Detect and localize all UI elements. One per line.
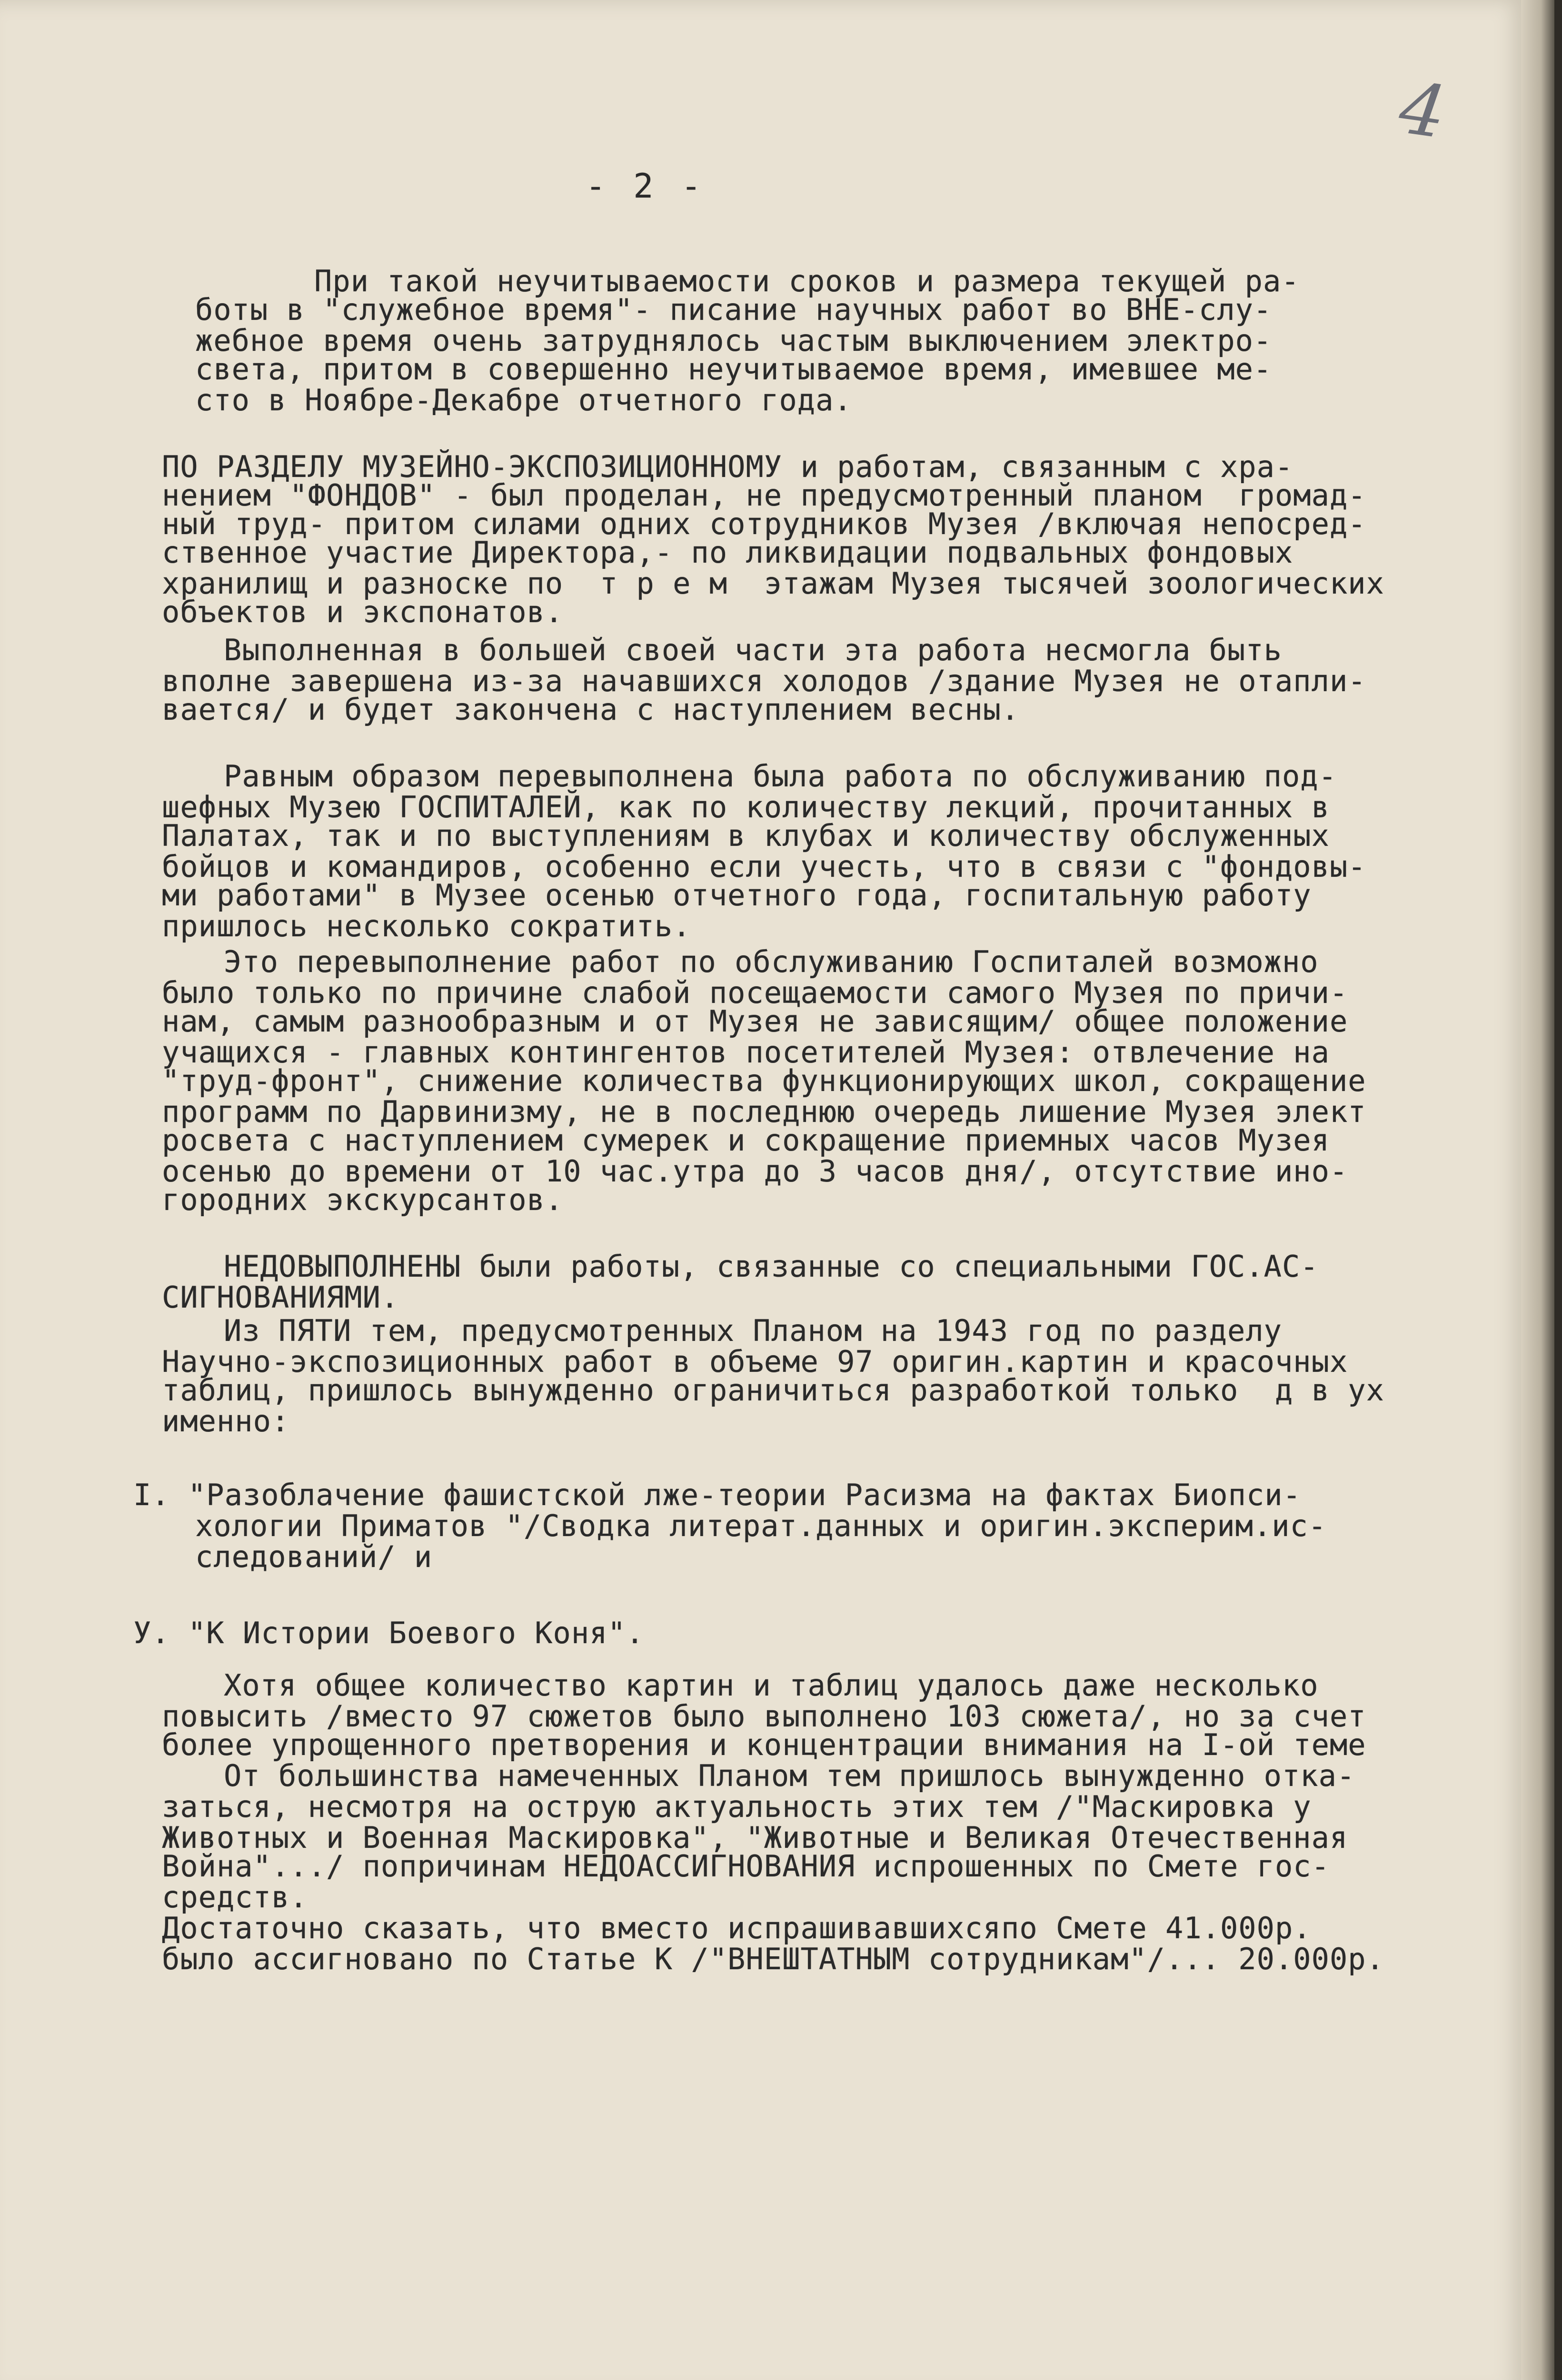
text-line: шефных Музею ГОСПИТАЛЕЙ, как по количеству лекций, прочитанных в: [162, 790, 1330, 824]
page-number: - 2 -: [586, 167, 705, 206]
text-line: именно:: [162, 1404, 290, 1438]
text-line: бойцов и командиров, особенно если учесть, что в связи с "фондовы-: [162, 849, 1366, 884]
text-line: Война".../ попричинам НЕДОАССИГНОВАНИЯ испрошенных по Смете гос-: [162, 1849, 1330, 1884]
text-line: "труд-фронт", снижение количества функционирующих школ, сокращение: [162, 1063, 1366, 1098]
text-line: Хотя общее количество картин и таблиц удалось даже несколько: [224, 1668, 1319, 1703]
text-line: От большинства намеченных Планом тем пришлось вынужденно отка-: [224, 1758, 1355, 1793]
text-line: ный труд- притом силами одних сотрудников Музея /включая непосред-: [162, 506, 1366, 541]
text-line: заться, несмотря на острую актуальность этих тем /"Маскировка у: [162, 1789, 1312, 1824]
text-line: Животных и Военная Маскировка", "Животные и Великая Отечественная: [162, 1820, 1348, 1855]
text-line: нам, самым разнообразным и от Музея не зависящим/ общее положение: [162, 1004, 1348, 1039]
text-line: боты в "служебное время"- писание научных работ во ВНЕ-слу-: [195, 292, 1272, 327]
text-line: НЕДОВЫПОЛНЕНЫ были работы, связанные со специальными ГОС.АС-: [224, 1249, 1319, 1284]
text-line: нением "ФОНДОВ" - был проделан, не предусмотренный планом громад-: [162, 478, 1366, 513]
text-line: повысить /вместо 97 сюжетов было выполнено 103 сюжета/, но за счет: [162, 1699, 1366, 1734]
text-line: Выполненная в большей своей части эта работа несмогла быть: [224, 633, 1282, 667]
text-line: ственное участие Директора,- по ликвидации подвальных фондовых: [162, 535, 1293, 570]
text-line: программ по Дарвинизму, не в последнюю очередь лишение Музея элект: [162, 1094, 1366, 1129]
list-item-text: хологии Приматов "/Сводка литерат.данных и оригин.эксперим.ис-: [195, 1508, 1327, 1543]
text-line: ми работами" в Музее осенью отчетного года, госпитальную работу: [162, 878, 1312, 912]
text-line: жебное время очень затруднялось частым выключением электро-: [195, 323, 1272, 358]
text-line: таблиц, пришлось вынужденно ограничиться разработкой только д в ух: [162, 1373, 1384, 1408]
text-line: росвета с наступлением сумерек и сокращение приемных часов Музея: [162, 1123, 1330, 1158]
text-line: СИГНОВАНИЯМИ.: [162, 1280, 399, 1315]
text-line: сто в Ноябре-Декабре отчетного года.: [195, 383, 852, 417]
text-line: было ассигновано по Статье К /"ВНЕШТАТНЫМ сотрудникам"/... 20.000р.: [162, 1942, 1384, 1976]
text-line: хранилищ и разноске по т р е м этажам Музея тысячей зоологических: [162, 566, 1384, 601]
text-line: Научно-экспозиционных работ в объеме 97 оригин.картин и красочных: [162, 1344, 1348, 1379]
list-item-text: следований/ и: [195, 1539, 433, 1574]
text-line: вполне завершена из-за начавшихся холодов /здание Музея не отапли-: [162, 664, 1366, 698]
text-line: городних экскурсантов.: [162, 1182, 564, 1217]
text-line: Палатах, так и по выступлениям в клубах и количеству обслуженных: [162, 818, 1330, 853]
text-line: вается/ и будет закончена с наступлением весны.: [162, 692, 1020, 727]
text-line: При такой неучитываемости сроков и размера текущей ра-: [314, 264, 1300, 298]
text-line: Достаточно сказать, что вместо испрашивавшихсяпо Смете 41.000р.: [162, 1911, 1312, 1945]
text-line: Это перевыполнение работ по обслуживанию Госпиталей возможно: [224, 944, 1319, 979]
list-item-text: I. "Разоблачение фашистской лже-теории Расизма на фактах Биопси-: [133, 1478, 1301, 1512]
text-line: света, притом в совершенно неучитываемое время, имевшее ме-: [195, 352, 1272, 387]
list-item-text: У. "К Истории Боевого Коня".: [133, 1616, 645, 1650]
text-line: Из ПЯТИ тем, предусмотренных Планом на 1943 год по разделу: [224, 1313, 1282, 1348]
handwritten-folio-number: 4: [1394, 66, 1451, 155]
text-line: Равным образом перевыполнена была работа по обслуживанию под-: [224, 759, 1337, 793]
text-line: средств.: [162, 1880, 308, 1914]
text-line: было только по причине слабой посещаемости самого Музея по причи-: [162, 975, 1348, 1010]
text-line: осенью до времени от 10 час.утра до 3 часов дня/, отсутствие ино-: [162, 1154, 1348, 1189]
text-line: учащихся - главных контингентов посетителей Музея: отвлечение на: [162, 1035, 1330, 1070]
text-line: объектов и экспонатов.: [162, 595, 564, 629]
text-line: ПО РАЗДЕЛУ МУЗЕЙНО-ЭКСПОЗИЦИОННОМУ и работам, связанным с хра-: [162, 449, 1293, 484]
text-line: пришлось несколько сократить.: [162, 909, 691, 943]
text-line: более упрощенного претворения и концентрации внимания на I-ой теме: [162, 1727, 1366, 1762]
